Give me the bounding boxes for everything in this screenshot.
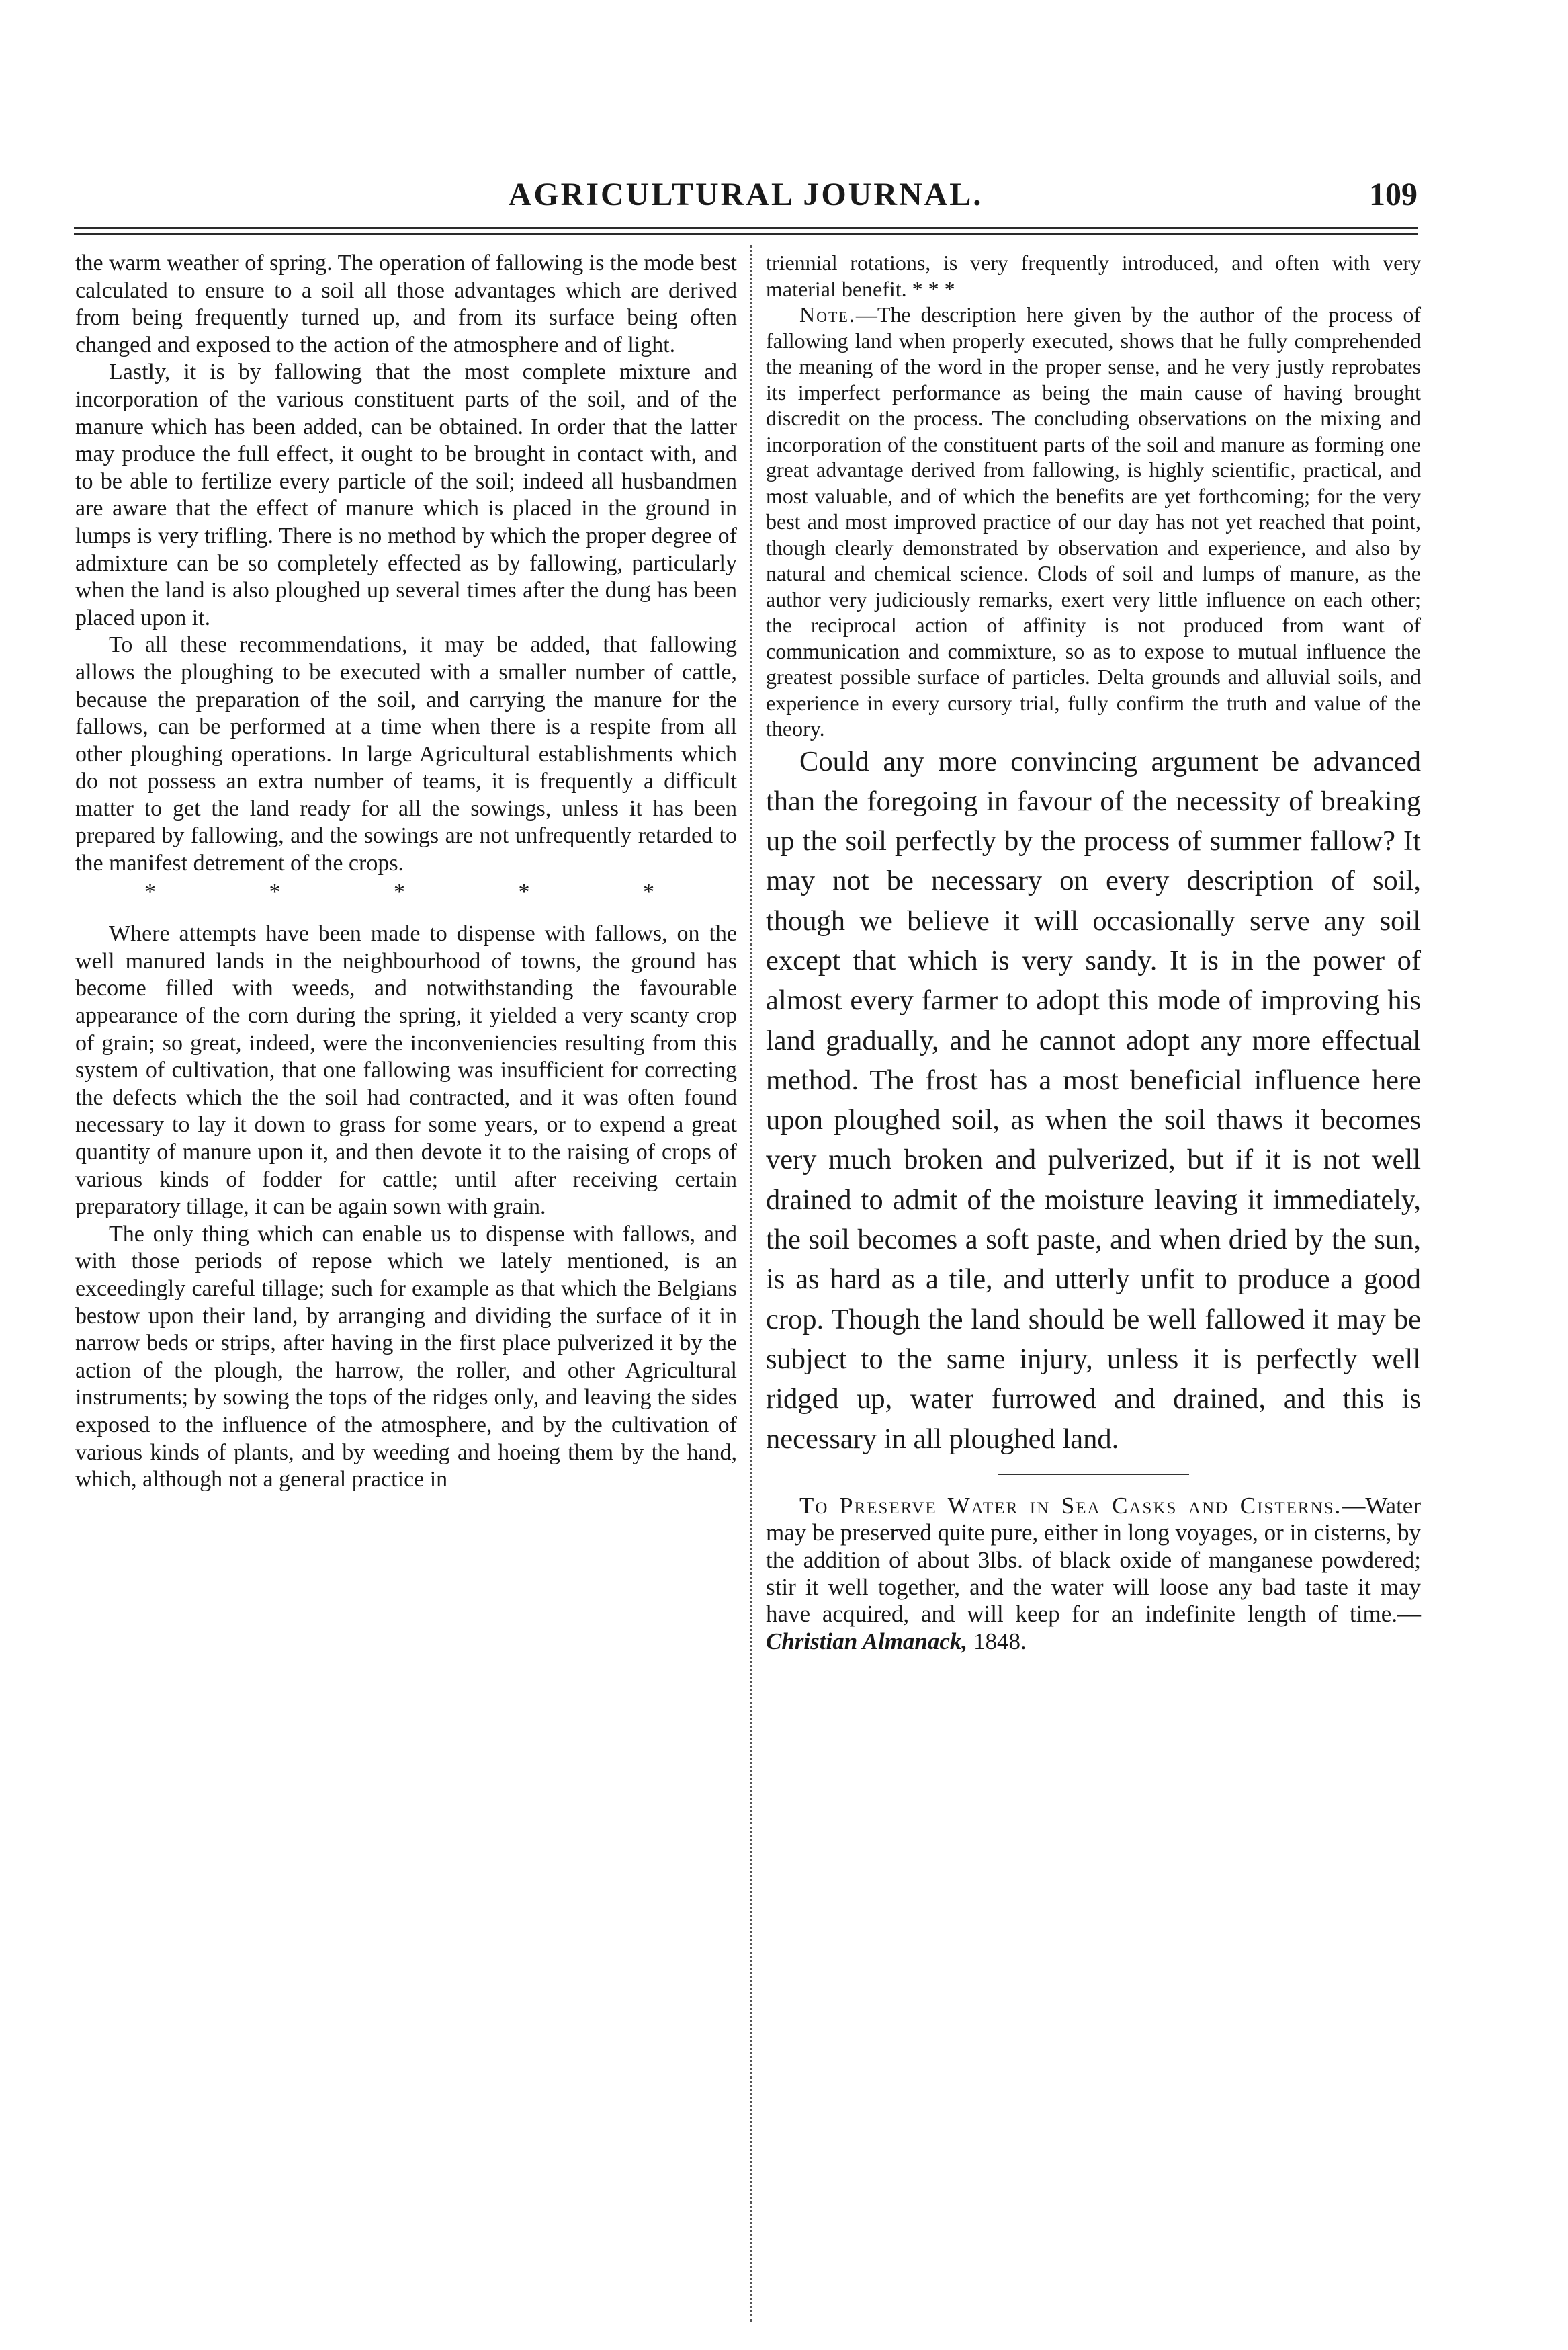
article-text: —Water may be preserved quite pure, either in long voyages, or in cisterns, by the addition of about 3lbs. of black oxide of manganese powdered; stir it well together, and the water will loose any bad taste it may have acquired, and will keep for an indefinite length of time.— — [766, 1492, 1421, 1628]
article-separator — [998, 1474, 1189, 1475]
header-rule-top — [74, 227, 1418, 229]
left-column — [75, 250, 737, 1494]
running-title: AGRICULTURAL JOURNAL. — [508, 177, 984, 212]
article-source: Christian Almanack, — [766, 1628, 968, 1654]
paragraph: To all these recommendations, it may be added, that fallowing allows the ploughing to be executed with a smaller number of cattle, because the preparation of the soil, and carrying the manure for the fallows, can be performed at a time when there is a respite from all other ploughing operations. In large Agricultural establishments which do not possess an extra number of teams, it is frequently a difficult matter to get the land ready for all the sowings, unless it has been prepared by fallowing, and the sowings are not unfrequently retarded to the manifest detrement of the crops. — [75, 632, 737, 876]
article-year: 1848. — [967, 1628, 1027, 1654]
paragraph: Where attempts have been made to dispense with fallows, on the well manured lands in the neighbourhood of towns, the ground has become filled with weeds, and notwithstanding the favourable appearance of the corn during the spring, it yielded a very scanty crop of grain; so great, indeed, were the inconveniencies resulting from this system of cultivation, that one fallowing was insufficient for correcting the defects which the the soil had contracted, and it was often found necessary to lay it down to grass for some years, or to expend a great quantity of manure upon it, and then devote it to the raising of crops of various kinds of fodder for cattle; until after receiving certain preparatory tillage, it can be again sown with grain. — [75, 921, 737, 1220]
header-rule-bottom — [74, 233, 1418, 235]
note-label: Note. — [799, 302, 856, 327]
paragraph: Lastly, it is by fallowing that the most complete mixture and incorporation of the various constituent parts of the soil, and of the manure which has been added, can be obtained. In order that the latter may produce the full effect, it ought to be brought in contact with, and to be able to fertilize every particle of the soil; indeed all husbandmen are aware that the effect of manure which is placed in the ground in lumps is very trifling. There is no method by which the proper degree of admixture can be so completely effected as by fallowing, particularly when the land is also ploughed up several times after the dung has been placed upon it. — [75, 360, 737, 630]
section-break-stars: * * * * * — [144, 879, 708, 905]
paragraph: triennial rotations, is very frequently introduced, and often with very material benefit. * * * — [766, 251, 1421, 301]
paragraph: Could any more convincing argument be advanced than the foregoing in favour of the necessity of breaking up the soil perfectly by the process of summer fallow? It may not be necessary on every description of soil, though we believe it will occasionally serve any soil except that which is very sandy. It is in the power of almost every farmer to adopt this mode of improving his land gradually, and he cannot adopt any more effectual method. The frost has a most beneficial influence here upon ploughed soil, as when the soil thaws it becomes very much broken and pulverized, but if it is not well drained to admit of the moisture leaving it immediately, the soil becomes a soft paste, and when dried by the sun, is as hard as a tile, and utterly unfit to produce a good crop. Though the land should be well fallowed it may be subject to the same injury, unless it is perfectly well ridged up, water furrowed and drained, and this is necessary in all ploughed land. — [766, 745, 1421, 1455]
right-column — [766, 250, 1421, 1655]
page-number: 109 — [1369, 177, 1418, 212]
paragraph: the warm weather of spring. The operation of fallowing is the mode best calculated to ensure to a soil all those advantages which are derived from being frequently turned up, and from its surface being often changed and exposed to the action of the atmosphere and of light. — [75, 251, 737, 358]
page-header — [74, 176, 1418, 223]
article-heading: To Preserve Water in Sea Casks and Cisterns. — [799, 1492, 1342, 1519]
paragraph: The only thing which can enable us to dispense with fallows, and with those periods of repose which we lately mentioned, is an exceedingly careful tillage; such for example as that which the Belgians bestow upon their land, by arranging and dividing the surface of it in narrow beds or strips, after having in the first place pulverized it by the action of the plough, the harrow, the roller, and other Agricultural instruments; by sowing the tops of the ridges only, and leaving the sides exposed to the influence of the atmosphere, and by the cultivation of various kinds of plants, and by weeding and hoeing them by the hand, which, although not a general practice in — [75, 1221, 737, 1493]
column-divider — [750, 245, 752, 2322]
article-preserve-water — [766, 1493, 1421, 1655]
editor-note — [766, 302, 1421, 742]
note-text: —The description here given by the author of the process of fallowing land when properly executed, shows that he fully comprehended the meaning of the word in the proper sense, and he very justly reprobates its imperfect performance as being the main cause of having brought discredit on the process. The concluding observations on the mixing and incorporation of the constituent parts of the soil and manure as forming one great advantage derived from fallowing, is highly scientific, practical, and most valuable, and of which the benefits are yet forthcoming; for the very best and most improved practice of our day has not yet reached that point, though clearly demonstrated by observation and experience, and also by natural and chemical science. Clods of soil and lumps of manure, as the author very judiciously remarks, exert very little influence on each other; the reciprocal action of affinity is not produced from want of communication and commixture, so as to expose to mutual influence the greatest possible surface of particles. Delta grounds and alluvial soils, and experience in every cursory trial, fully confirm the truth and value of the theory. — [766, 302, 1421, 741]
